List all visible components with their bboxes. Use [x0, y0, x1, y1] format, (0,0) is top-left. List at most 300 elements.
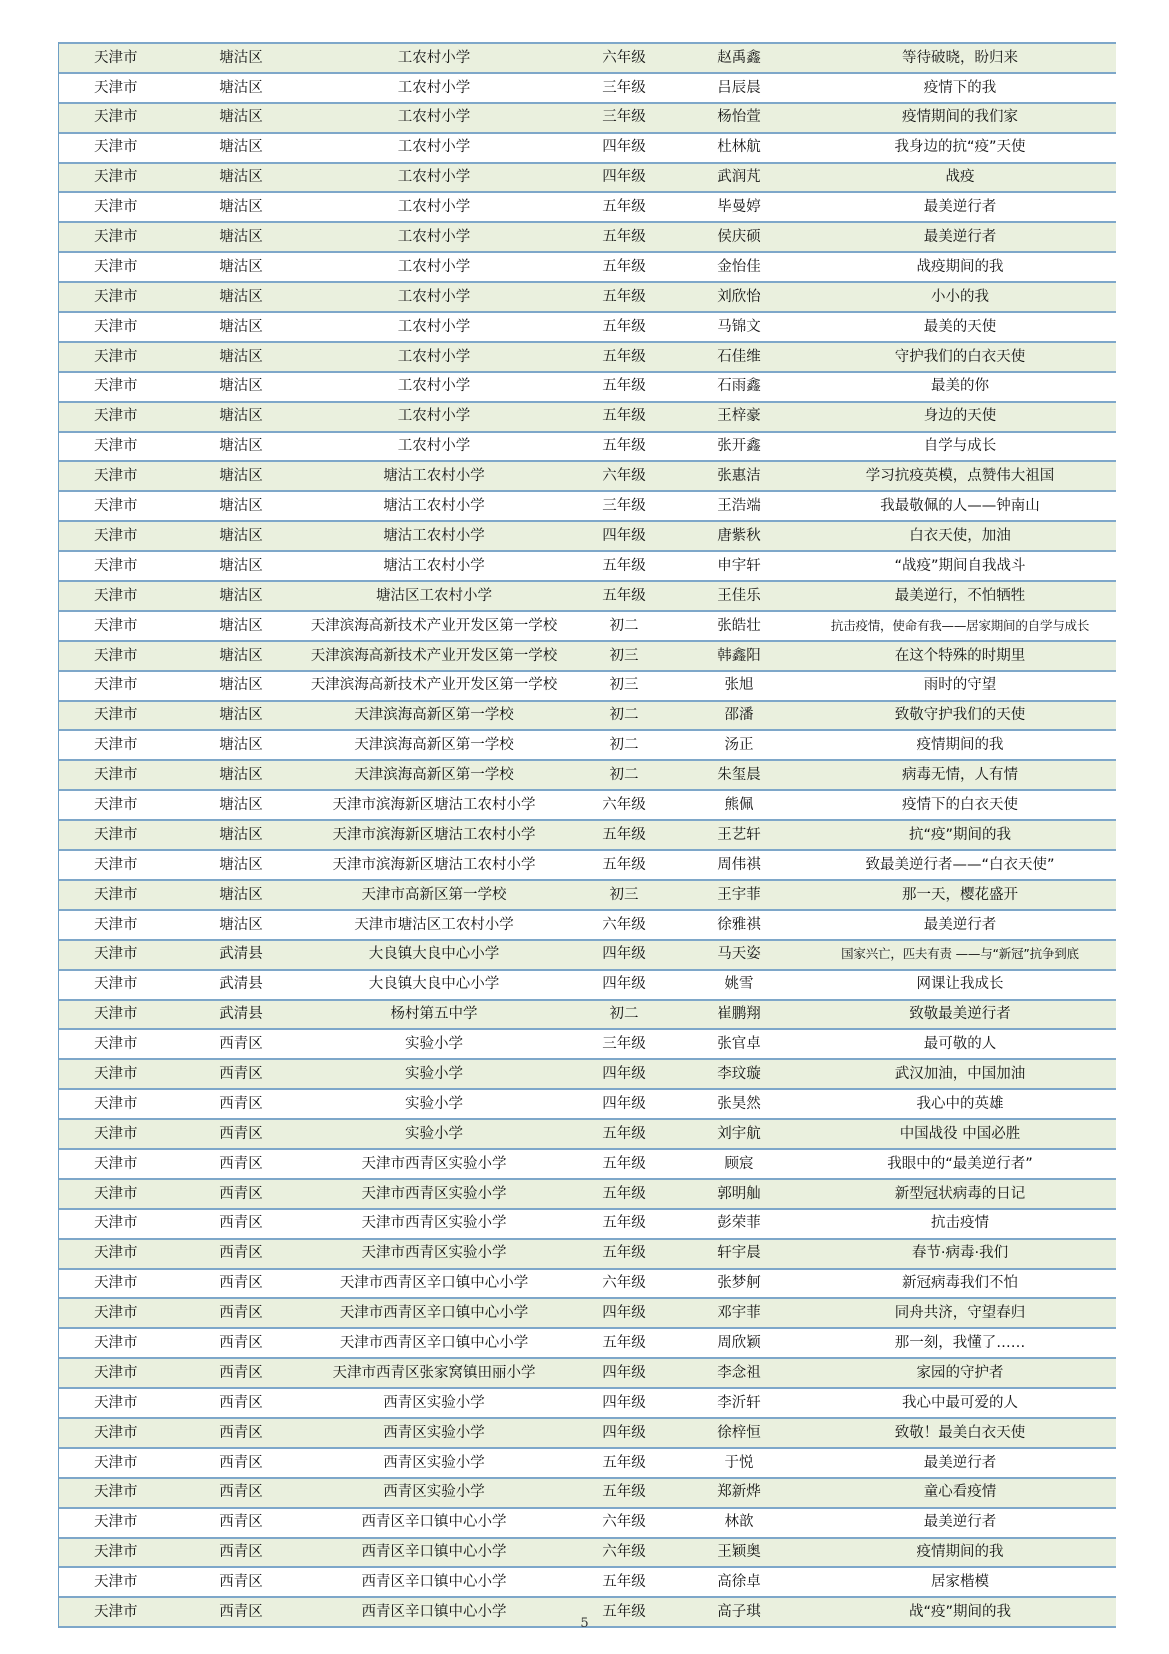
essay-title-cell: 致最美逆行者——“白衣天使” — [804, 850, 1116, 880]
table-row — [58, 970, 1116, 1000]
school-cell: 天津市高新区第一学校 — [294, 880, 574, 910]
district-cell: 西青区 — [188, 1448, 294, 1478]
district-cell: 塘沽区 — [188, 342, 294, 372]
district-cell: 塘沽区 — [188, 581, 294, 611]
essay-title-cell: 抗击疫情 — [804, 1209, 1116, 1239]
city-cell: 天津市 — [58, 372, 188, 402]
table-row — [58, 611, 1116, 641]
city-cell: 天津市 — [58, 73, 188, 103]
essay-title-cell: 居家楷模 — [804, 1567, 1116, 1597]
district-cell: 塘沽区 — [188, 461, 294, 491]
student-name-cell: 林歆 — [674, 1508, 804, 1538]
district-cell: 塘沽区 — [188, 163, 294, 193]
essay-title-cell: 最美逆行者 — [804, 1448, 1116, 1478]
table-row — [58, 163, 1116, 193]
grade-cell: 初二 — [574, 611, 674, 641]
table-row — [58, 372, 1116, 402]
city-cell: 天津市 — [58, 1029, 188, 1059]
city-cell: 天津市 — [58, 1000, 188, 1030]
student-name-cell: 王艺轩 — [674, 820, 804, 850]
district-cell: 塘沽区 — [188, 641, 294, 671]
grade-cell: 五年级 — [574, 192, 674, 222]
student-name-cell: 邵潘 — [674, 701, 804, 731]
school-cell: 塘沽工农村小学 — [294, 521, 574, 551]
city-cell: 天津市 — [58, 1119, 188, 1149]
table-row — [58, 671, 1116, 701]
grade-cell: 五年级 — [574, 222, 674, 252]
essay-title-cell: 在这个特殊的时期里 — [804, 641, 1116, 671]
grade-cell: 六年级 — [574, 910, 674, 940]
student-name-cell: 周伟祺 — [674, 850, 804, 880]
table-row — [58, 850, 1116, 880]
table-row — [58, 312, 1116, 342]
grade-cell: 四年级 — [574, 521, 674, 551]
essay-title-cell: 疫情下的白衣天使 — [804, 790, 1116, 820]
city-cell: 天津市 — [58, 1269, 188, 1299]
student-name-cell: 姚雪 — [674, 970, 804, 1000]
essay-title-cell: 我心中最可爱的人 — [804, 1388, 1116, 1418]
grade-cell: 五年级 — [574, 282, 674, 312]
table-row — [58, 1567, 1116, 1597]
student-name-cell: 石佳维 — [674, 342, 804, 372]
essay-title-cell: 最美逆行者 — [804, 1508, 1116, 1538]
city-cell: 天津市 — [58, 1179, 188, 1209]
grade-cell: 六年级 — [574, 43, 674, 73]
student-name-cell: 周欣颖 — [674, 1328, 804, 1358]
essay-title-cell: 身边的天使 — [804, 402, 1116, 432]
table-row — [58, 342, 1116, 372]
table-row — [58, 43, 1116, 73]
table-row — [58, 1179, 1116, 1209]
city-cell: 天津市 — [58, 491, 188, 521]
school-cell: 天津市塘沽区工农村小学 — [294, 910, 574, 940]
grade-cell: 五年级 — [574, 1209, 674, 1239]
table-body — [58, 43, 1116, 1627]
school-cell: 工农村小学 — [294, 103, 574, 133]
grade-cell: 四年级 — [574, 1388, 674, 1418]
grade-cell: 五年级 — [574, 342, 674, 372]
student-name-cell: 顾宸 — [674, 1149, 804, 1179]
city-cell: 天津市 — [58, 432, 188, 462]
essay-title-cell: 抗击疫情，使命有我——居家期间的自学与成长 — [804, 611, 1116, 641]
student-name-cell: 张旭 — [674, 671, 804, 701]
school-cell: 天津滨海高新区第一学校 — [294, 730, 574, 760]
city-cell: 天津市 — [58, 1209, 188, 1239]
school-cell: 天津滨海高新区第一学校 — [294, 701, 574, 731]
grade-cell: 四年级 — [574, 1358, 674, 1388]
essay-title-cell: 国家兴亡，匹夫有责 ——与“新冠”抗争到底 — [804, 940, 1116, 970]
district-cell: 塘沽区 — [188, 730, 294, 760]
grade-cell: 五年级 — [574, 402, 674, 432]
district-cell: 西青区 — [188, 1059, 294, 1089]
district-cell: 塘沽区 — [188, 790, 294, 820]
student-name-cell: 武润芃 — [674, 163, 804, 193]
city-cell: 天津市 — [58, 760, 188, 790]
city-cell: 天津市 — [58, 1388, 188, 1418]
essay-title-cell: 病毒无情，人有情 — [804, 760, 1116, 790]
grade-cell: 初二 — [574, 730, 674, 760]
city-cell: 天津市 — [58, 312, 188, 342]
table-row — [58, 133, 1116, 163]
table-row — [58, 1358, 1116, 1388]
city-cell: 天津市 — [58, 342, 188, 372]
student-name-cell: 郑新烨 — [674, 1478, 804, 1508]
school-cell: 工农村小学 — [294, 133, 574, 163]
student-name-cell: 徐雅祺 — [674, 910, 804, 940]
city-cell: 天津市 — [58, 1358, 188, 1388]
school-cell: 大良镇大良中心小学 — [294, 970, 574, 1000]
essay-title-cell: 最美逆行者 — [804, 910, 1116, 940]
table-row — [58, 581, 1116, 611]
essay-title-cell: 白衣天使，加油 — [804, 521, 1116, 551]
school-cell: 工农村小学 — [294, 432, 574, 462]
district-cell: 塘沽区 — [188, 491, 294, 521]
grade-cell: 五年级 — [574, 252, 674, 282]
city-cell: 天津市 — [58, 43, 188, 73]
city-cell: 天津市 — [58, 581, 188, 611]
school-cell: 西青区实验小学 — [294, 1448, 574, 1478]
school-cell: 天津市滨海新区塘沽工农村小学 — [294, 850, 574, 880]
district-cell: 塘沽区 — [188, 432, 294, 462]
table-row — [58, 1269, 1116, 1299]
student-name-cell: 杜林航 — [674, 133, 804, 163]
city-cell: 天津市 — [58, 790, 188, 820]
grade-cell: 六年级 — [574, 1508, 674, 1538]
school-cell: 西青区实验小学 — [294, 1388, 574, 1418]
student-name-cell: 申宇轩 — [674, 551, 804, 581]
grade-cell: 三年级 — [574, 103, 674, 133]
essay-title-cell: 战“疫”期间的我 — [804, 1597, 1116, 1627]
table-row — [58, 461, 1116, 491]
grade-cell: 六年级 — [574, 790, 674, 820]
school-cell: 天津滨海高新区第一学校 — [294, 760, 574, 790]
city-cell: 天津市 — [58, 103, 188, 133]
grade-cell: 初二 — [574, 701, 674, 731]
city-cell: 天津市 — [58, 1597, 188, 1627]
essay-title-cell: 童心看疫情 — [804, 1478, 1116, 1508]
city-cell: 天津市 — [58, 1478, 188, 1508]
table-row — [58, 521, 1116, 551]
district-cell: 西青区 — [188, 1538, 294, 1568]
essay-title-cell: 疫情下的我 — [804, 73, 1116, 103]
grade-cell: 六年级 — [574, 1538, 674, 1568]
student-name-cell: 杨怡萱 — [674, 103, 804, 133]
table-row — [58, 1029, 1116, 1059]
grade-cell: 五年级 — [574, 1239, 674, 1269]
district-cell: 西青区 — [188, 1149, 294, 1179]
city-cell: 天津市 — [58, 641, 188, 671]
grade-cell: 五年级 — [574, 551, 674, 581]
student-name-cell: 马锦文 — [674, 312, 804, 342]
table-row — [58, 1418, 1116, 1448]
grade-cell: 三年级 — [574, 1029, 674, 1059]
table-row — [58, 402, 1116, 432]
city-cell: 天津市 — [58, 611, 188, 641]
grade-cell: 六年级 — [574, 461, 674, 491]
student-name-cell: 郭明舢 — [674, 1179, 804, 1209]
student-name-cell: 崔鹏翔 — [674, 1000, 804, 1030]
district-cell: 塘沽区 — [188, 222, 294, 252]
city-cell: 天津市 — [58, 1059, 188, 1089]
district-cell: 西青区 — [188, 1388, 294, 1418]
table-row — [58, 432, 1116, 462]
district-cell: 武清县 — [188, 1000, 294, 1030]
table-row — [58, 1298, 1116, 1328]
district-cell: 塘沽区 — [188, 880, 294, 910]
essay-title-cell: 最美逆行，不怕牺牲 — [804, 581, 1116, 611]
essay-title-cell: 抗“疫”期间的我 — [804, 820, 1116, 850]
table-row — [58, 1119, 1116, 1149]
student-name-cell: 侯庆硕 — [674, 222, 804, 252]
city-cell: 天津市 — [58, 1508, 188, 1538]
student-name-cell: 王浩端 — [674, 491, 804, 521]
table-row — [58, 1239, 1116, 1269]
table-row — [58, 103, 1116, 133]
school-cell: 塘沽区工农村小学 — [294, 581, 574, 611]
table-row — [58, 790, 1116, 820]
city-cell: 天津市 — [58, 820, 188, 850]
district-cell: 西青区 — [188, 1209, 294, 1239]
school-cell: 塘沽工农村小学 — [294, 461, 574, 491]
student-name-cell: 韩鑫阳 — [674, 641, 804, 671]
grade-cell: 五年级 — [574, 312, 674, 342]
essay-title-cell: 小小的我 — [804, 282, 1116, 312]
table-row — [58, 73, 1116, 103]
table-row — [58, 1448, 1116, 1478]
school-cell: 西青区辛口镇中心小学 — [294, 1508, 574, 1538]
school-cell: 工农村小学 — [294, 342, 574, 372]
grade-cell: 五年级 — [574, 1179, 674, 1209]
student-name-cell: 张官卓 — [674, 1029, 804, 1059]
grade-cell: 五年级 — [574, 1448, 674, 1478]
grade-cell: 初三 — [574, 671, 674, 701]
essay-title-cell: 家园的守护者 — [804, 1358, 1116, 1388]
district-cell: 西青区 — [188, 1567, 294, 1597]
district-cell: 西青区 — [188, 1597, 294, 1627]
school-cell: 西青区辛口镇中心小学 — [294, 1538, 574, 1568]
district-cell: 西青区 — [188, 1328, 294, 1358]
table-row — [58, 760, 1116, 790]
school-cell: 西青区实验小学 — [294, 1478, 574, 1508]
school-cell: 工农村小学 — [294, 73, 574, 103]
city-cell: 天津市 — [58, 850, 188, 880]
school-cell: 西青区辛口镇中心小学 — [294, 1597, 574, 1627]
school-cell: 天津市西青区张家窝镇田丽小学 — [294, 1358, 574, 1388]
district-cell: 西青区 — [188, 1029, 294, 1059]
student-name-cell: 刘欣怡 — [674, 282, 804, 312]
school-cell: 天津滨海高新技术产业开发区第一学校 — [294, 641, 574, 671]
grade-cell: 五年级 — [574, 1567, 674, 1597]
school-cell: 杨村第五中学 — [294, 1000, 574, 1030]
grade-cell: 五年级 — [574, 581, 674, 611]
school-cell: 工农村小学 — [294, 43, 574, 73]
essay-title-cell: 同舟共济，守望春归 — [804, 1298, 1116, 1328]
district-cell: 塘沽区 — [188, 133, 294, 163]
city-cell: 天津市 — [58, 671, 188, 701]
student-name-cell: 石雨鑫 — [674, 372, 804, 402]
school-cell: 天津市西青区实验小学 — [294, 1209, 574, 1239]
grade-cell: 四年级 — [574, 1418, 674, 1448]
city-cell: 天津市 — [58, 1149, 188, 1179]
essay-title-cell: “战疫”期间自我战斗 — [804, 551, 1116, 581]
student-name-cell: 熊佩 — [674, 790, 804, 820]
table-row — [58, 192, 1116, 222]
district-cell: 塘沽区 — [188, 103, 294, 133]
school-cell: 大良镇大良中心小学 — [294, 940, 574, 970]
table-row — [58, 1508, 1116, 1538]
student-name-cell: 轩宇晨 — [674, 1239, 804, 1269]
student-name-cell: 高子琪 — [674, 1597, 804, 1627]
essay-title-cell: 致敬！最美白衣天使 — [804, 1418, 1116, 1448]
student-name-cell: 王佳乐 — [674, 581, 804, 611]
student-name-cell: 王颖奥 — [674, 1538, 804, 1568]
grade-cell: 五年级 — [574, 850, 674, 880]
student-name-cell: 汤正 — [674, 730, 804, 760]
essay-title-cell: 学习抗疫英模，点赞伟大祖国 — [804, 461, 1116, 491]
district-cell: 西青区 — [188, 1089, 294, 1119]
table-row — [58, 252, 1116, 282]
table-row — [58, 641, 1116, 671]
school-cell: 天津市西青区实验小学 — [294, 1239, 574, 1269]
student-name-cell: 张梦舸 — [674, 1269, 804, 1299]
table-row — [58, 820, 1116, 850]
school-cell: 实验小学 — [294, 1059, 574, 1089]
student-name-cell: 李玟璇 — [674, 1059, 804, 1089]
essay-title-cell: 疫情期间的我 — [804, 1538, 1116, 1568]
city-cell: 天津市 — [58, 1298, 188, 1328]
city-cell: 天津市 — [58, 222, 188, 252]
table-row — [58, 491, 1116, 521]
essay-title-cell: 那一天，樱花盛开 — [804, 880, 1116, 910]
student-name-cell: 于悦 — [674, 1448, 804, 1478]
student-name-cell: 李念祖 — [674, 1358, 804, 1388]
city-cell: 天津市 — [58, 252, 188, 282]
school-cell: 西青区辛口镇中心小学 — [294, 1567, 574, 1597]
student-name-cell: 邓宇菲 — [674, 1298, 804, 1328]
school-cell: 塘沽工农村小学 — [294, 551, 574, 581]
essay-title-cell: 最可敬的人 — [804, 1029, 1116, 1059]
grade-cell: 四年级 — [574, 133, 674, 163]
student-name-cell: 赵禹鑫 — [674, 43, 804, 73]
district-cell: 塘沽区 — [188, 760, 294, 790]
essay-title-cell: 致敬守护我们的天使 — [804, 701, 1116, 731]
grade-cell: 五年级 — [574, 1478, 674, 1508]
district-cell: 塘沽区 — [188, 282, 294, 312]
table-row — [58, 282, 1116, 312]
city-cell: 天津市 — [58, 402, 188, 432]
grade-cell: 六年级 — [574, 1269, 674, 1299]
city-cell: 天津市 — [58, 730, 188, 760]
table-row — [58, 1059, 1116, 1089]
grade-cell: 四年级 — [574, 1059, 674, 1089]
school-cell: 实验小学 — [294, 1119, 574, 1149]
grade-cell: 五年级 — [574, 432, 674, 462]
grade-cell: 三年级 — [574, 491, 674, 521]
city-cell: 天津市 — [58, 551, 188, 581]
school-cell: 实验小学 — [294, 1089, 574, 1119]
student-name-cell: 王梓豪 — [674, 402, 804, 432]
city-cell: 天津市 — [58, 1538, 188, 1568]
district-cell: 塘沽区 — [188, 402, 294, 432]
district-cell: 塘沽区 — [188, 850, 294, 880]
student-name-cell: 马天姿 — [674, 940, 804, 970]
district-cell: 西青区 — [188, 1418, 294, 1448]
school-cell: 天津市西青区辛口镇中心小学 — [294, 1269, 574, 1299]
school-cell: 天津市西青区辛口镇中心小学 — [294, 1328, 574, 1358]
district-cell: 塘沽区 — [188, 43, 294, 73]
grade-cell: 四年级 — [574, 1089, 674, 1119]
grade-cell: 四年级 — [574, 163, 674, 193]
essay-title-cell: 等待破晓，盼归来 — [804, 43, 1116, 73]
school-cell: 工农村小学 — [294, 252, 574, 282]
city-cell: 天津市 — [58, 940, 188, 970]
essay-title-cell: 疫情期间的我 — [804, 730, 1116, 760]
grade-cell: 初三 — [574, 880, 674, 910]
essay-title-cell: 守护我们的白衣天使 — [804, 342, 1116, 372]
city-cell: 天津市 — [58, 282, 188, 312]
student-name-cell: 李沂轩 — [674, 1388, 804, 1418]
school-cell: 天津市西青区实验小学 — [294, 1179, 574, 1209]
district-cell: 西青区 — [188, 1508, 294, 1538]
district-cell: 塘沽区 — [188, 820, 294, 850]
school-cell: 工农村小学 — [294, 282, 574, 312]
table-row — [58, 222, 1116, 252]
essay-title-cell: 春节·病毒·我们 — [804, 1239, 1116, 1269]
table-row — [58, 1000, 1116, 1030]
grade-cell: 五年级 — [574, 372, 674, 402]
essay-title-cell: 战疫 — [804, 163, 1116, 193]
grade-cell: 四年级 — [574, 970, 674, 1000]
city-cell: 天津市 — [58, 1328, 188, 1358]
school-cell: 实验小学 — [294, 1029, 574, 1059]
school-cell: 塘沽工农村小学 — [294, 491, 574, 521]
school-cell: 工农村小学 — [294, 312, 574, 342]
district-cell: 塘沽区 — [188, 551, 294, 581]
essay-title-cell: 最美的天使 — [804, 312, 1116, 342]
grade-cell: 三年级 — [574, 73, 674, 103]
district-cell: 塘沽区 — [188, 372, 294, 402]
page-number: 5 — [580, 1616, 589, 1631]
student-name-cell: 徐梓恒 — [674, 1418, 804, 1448]
city-cell: 天津市 — [58, 1567, 188, 1597]
table-row — [58, 1328, 1116, 1358]
district-cell: 西青区 — [188, 1269, 294, 1299]
district-cell: 塘沽区 — [188, 701, 294, 731]
district-cell: 武清县 — [188, 970, 294, 1000]
school-cell: 西青区实验小学 — [294, 1418, 574, 1448]
essay-title-cell: 自学与成长 — [804, 432, 1116, 462]
city-cell: 天津市 — [58, 701, 188, 731]
district-cell: 塘沽区 — [188, 521, 294, 551]
school-cell: 天津市滨海新区塘沽工农村小学 — [294, 820, 574, 850]
district-cell: 塘沽区 — [188, 192, 294, 222]
city-cell: 天津市 — [58, 163, 188, 193]
table-row — [58, 1538, 1116, 1568]
essay-title-cell: 新型冠状病毒的日记 — [804, 1179, 1116, 1209]
district-cell: 西青区 — [188, 1119, 294, 1149]
grade-cell: 四年级 — [574, 940, 674, 970]
district-cell: 武清县 — [188, 940, 294, 970]
student-name-cell: 张皓壮 — [674, 611, 804, 641]
essay-title-cell: 最美逆行者 — [804, 192, 1116, 222]
table-row — [58, 551, 1116, 581]
grade-cell: 五年级 — [574, 820, 674, 850]
student-name-cell: 高徐卓 — [674, 1567, 804, 1597]
city-cell: 天津市 — [58, 1089, 188, 1119]
student-name-cell: 张惠洁 — [674, 461, 804, 491]
grade-cell: 五年级 — [574, 1149, 674, 1179]
city-cell: 天津市 — [58, 1448, 188, 1478]
